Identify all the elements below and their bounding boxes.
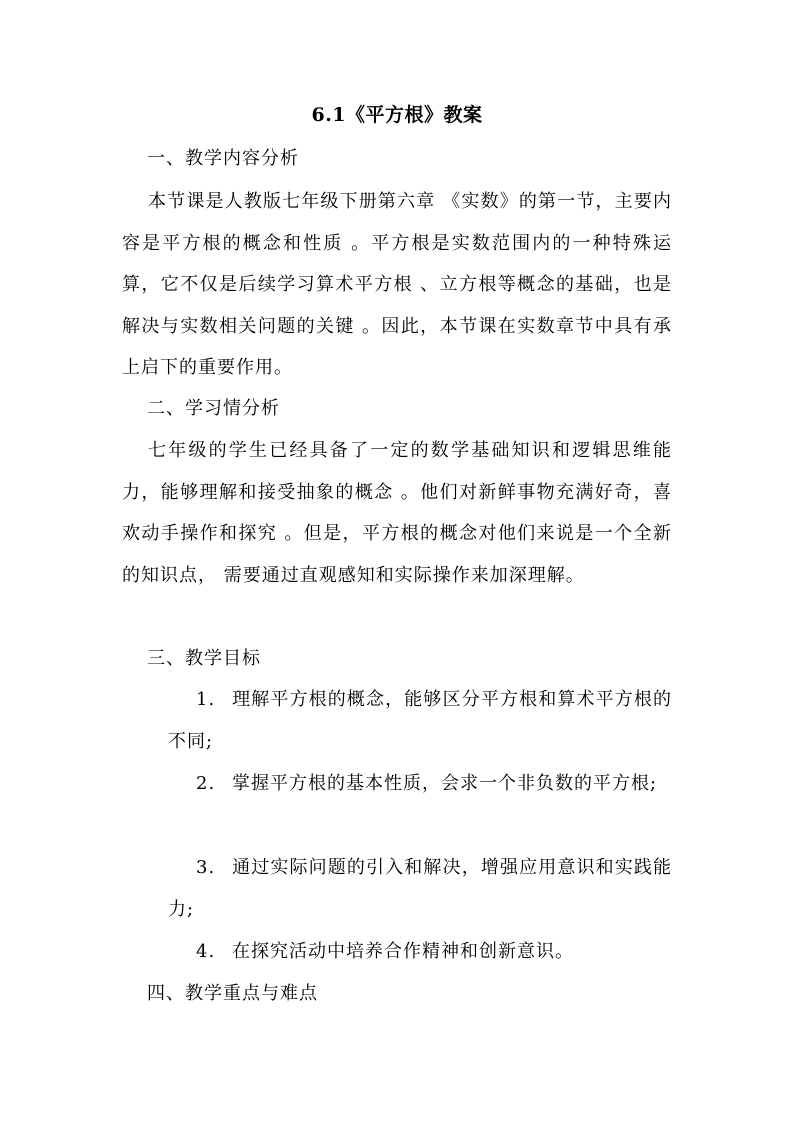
goal-item-text: 在探究活动中培养合作精神和创新意识。 (232, 941, 574, 962)
goal-item-3 (168, 847, 672, 930)
goal-item-text: 理解平方根的概念，能够区分平方根和算术平方根的不同; (168, 689, 672, 752)
section-heading-teaching-goals: 三、教学目标 (147, 648, 261, 669)
goal-item-1 (168, 679, 672, 762)
section-heading-key-points: 四、教学重点与难点 (147, 983, 318, 1004)
goal-item-2 (168, 763, 672, 805)
goal-item-number: 1. (196, 689, 216, 710)
goal-item-number: 2. (196, 773, 216, 794)
goal-item-number: 3. (196, 857, 216, 878)
document-title: 6.1《平方根》教案 (311, 104, 483, 126)
goal-item-4 (168, 931, 672, 973)
goal-item-text: 掌握平方根的基本性质，会求一个非负数的平方根; (232, 773, 658, 794)
section-heading-learner-analysis: 二、学习情分析 (147, 398, 280, 419)
section-heading-content-analysis: 一、教学内容分析 (147, 148, 299, 169)
goal-item-number: 4. (196, 941, 216, 962)
paragraph-content-analysis: 本节课是人教版七年级下册第六章 《实数》的第一节，主要内容是平方根的概念和性质 。平方根是实数范围内的一种特殊运算，它不仅是后续学习算术平方根 、立方根等概念的基础，也是解决与实数相关问题的关键 。因此，本节课在实数章节中具有承上启下的重要作用。 (122, 191, 672, 379)
paragraph-learner-analysis: 七年级的学生已经具备了一定的数学基础知识和逻辑思维能力，能够理解和接受抽象的概念 。他们对新鲜事物充满好奇，喜欢动手操作和探究 。但是，平方根的概念对他们来说是一个全新的知识点， 需要通过直观感知和实际操作来加深理解。 (122, 440, 672, 586)
goal-item-text: 通过实际问题的引入和解决，增强应用意识和实践能力; (168, 857, 672, 920)
